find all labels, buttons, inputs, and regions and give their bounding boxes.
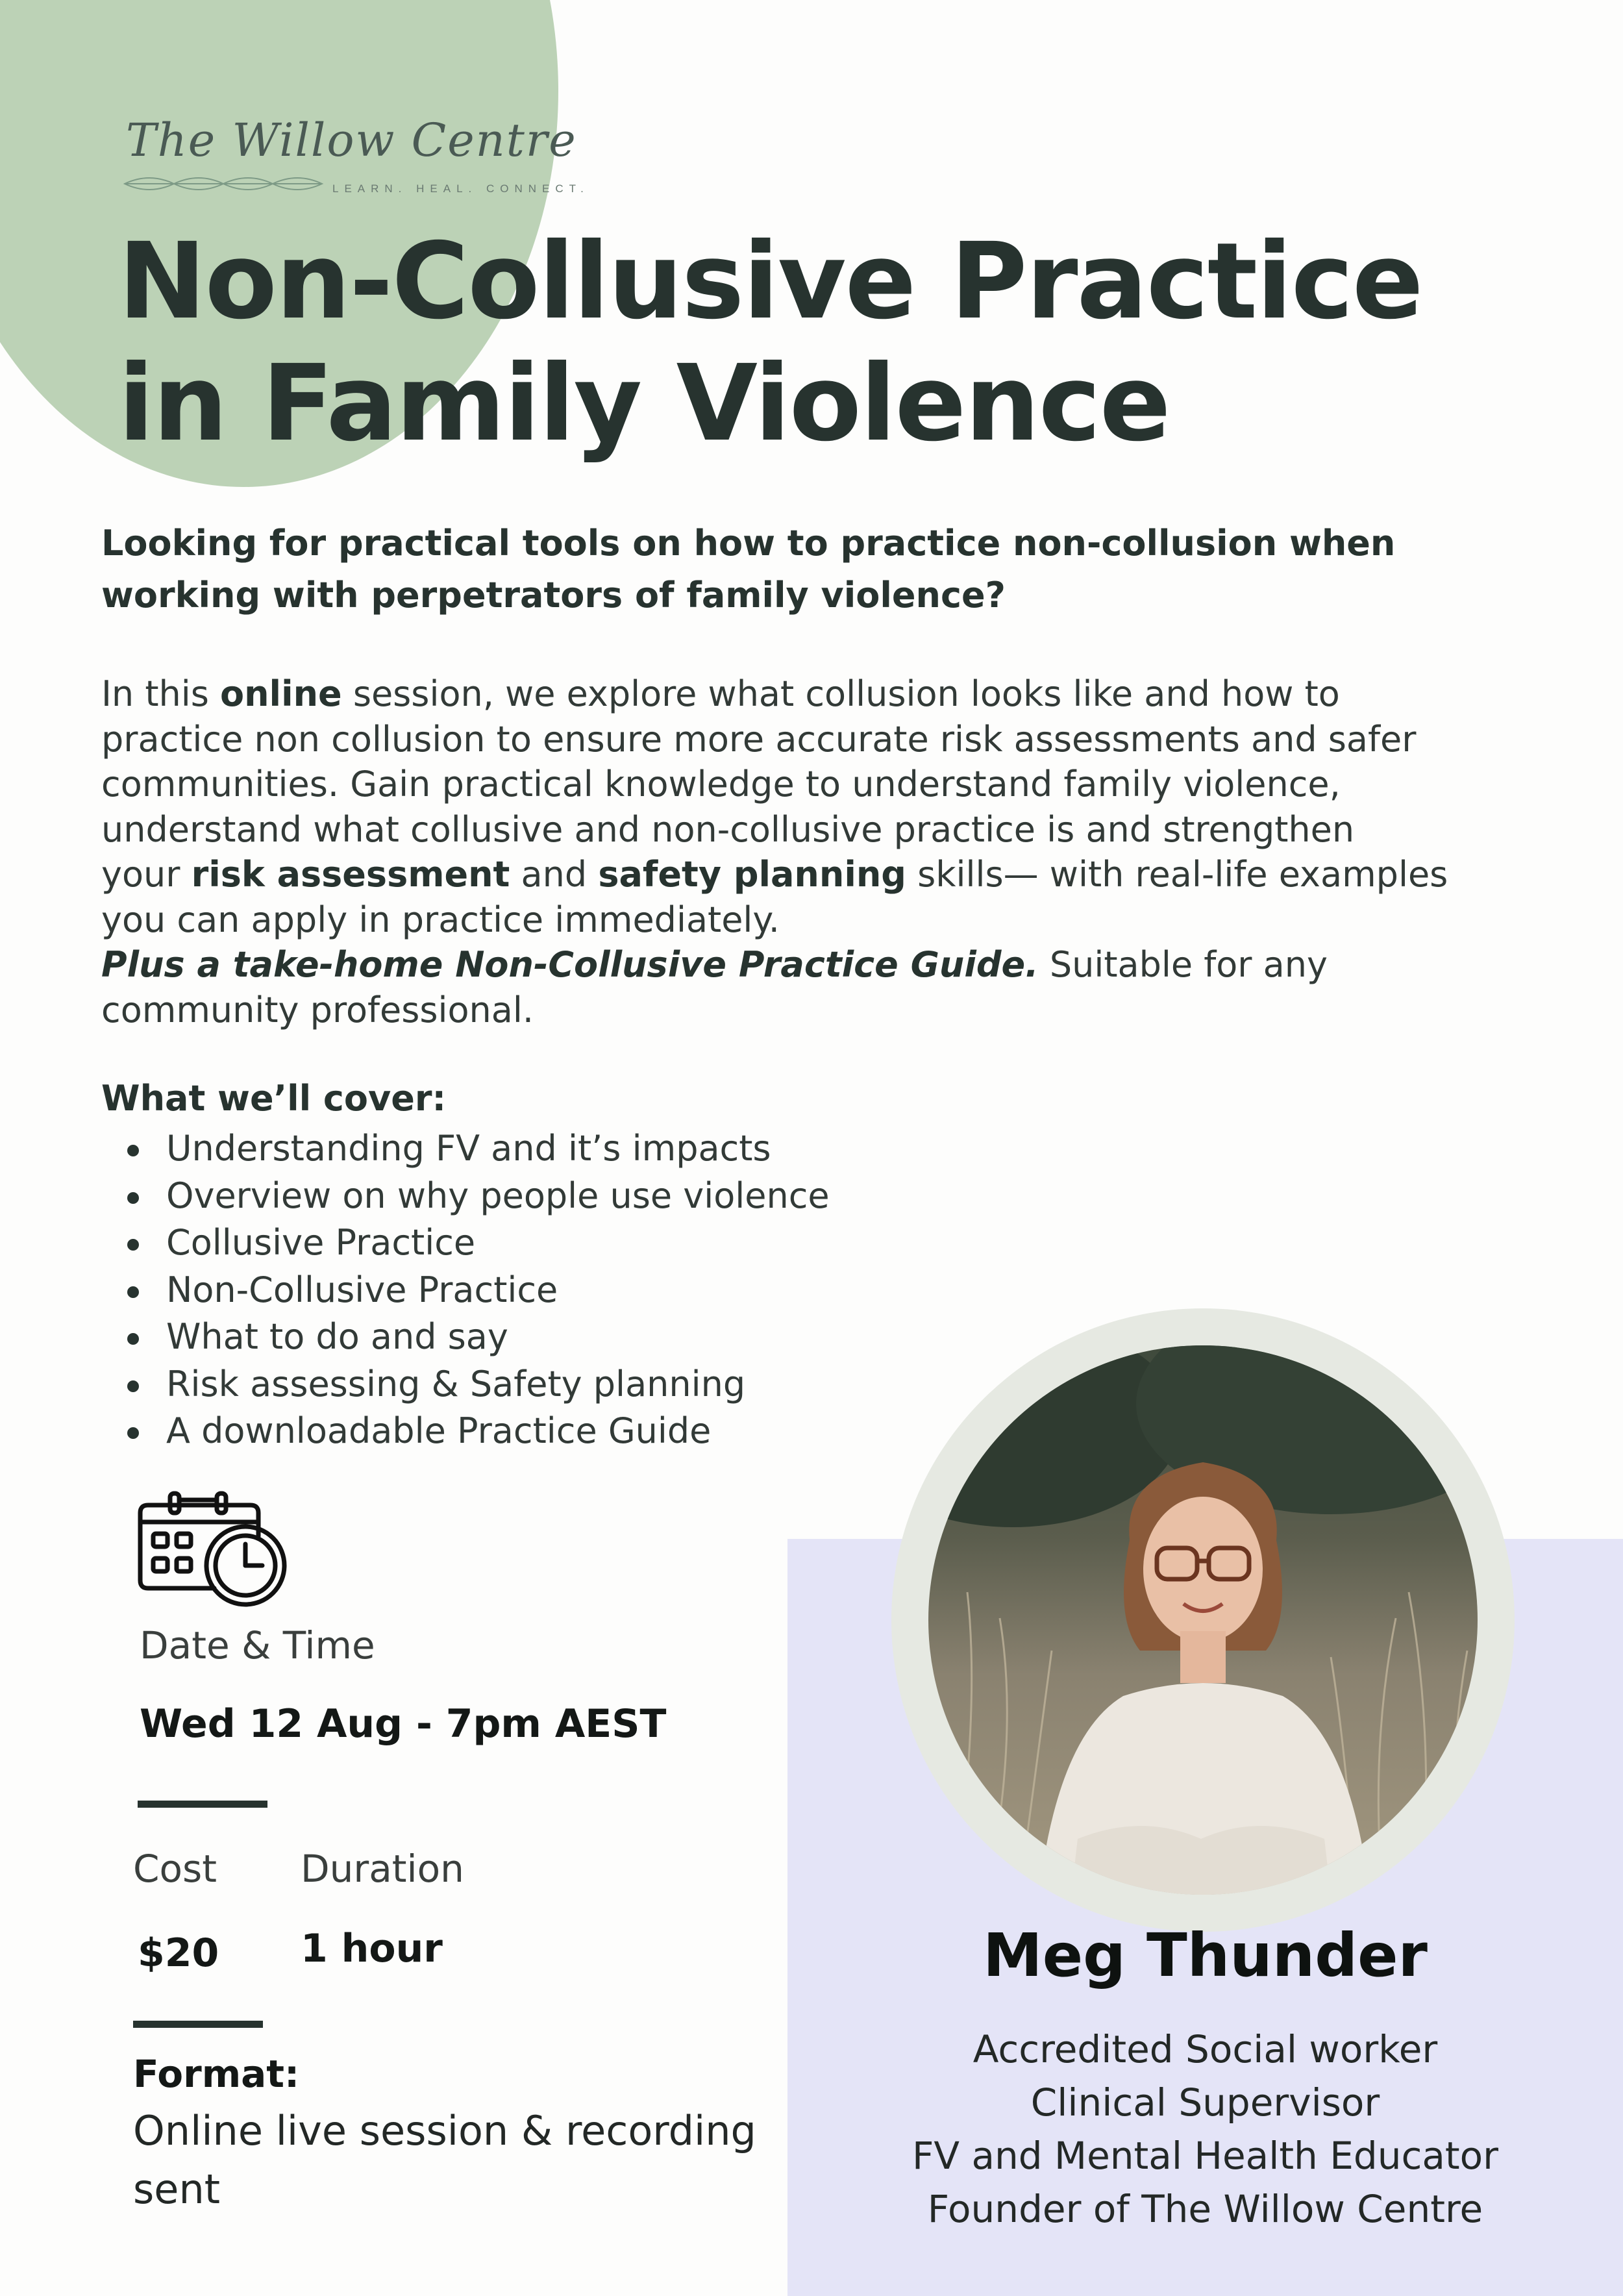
- presenter-name: Meg Thunder: [983, 1921, 1428, 1990]
- cost-label: Cost: [133, 1847, 217, 1891]
- description-line: understand what collusive and non-collusive practice is and strengthen: [101, 808, 1355, 850]
- description-line: Plus a take-home Non-Collusive Practice Guide. Suitable for any: [101, 944, 1328, 985]
- logo-tagline: LEARN. HEAL. CONNECT.: [332, 182, 589, 195]
- divider: [133, 2021, 263, 2028]
- leaf-vine-icon: [123, 171, 325, 197]
- format-value: Online live session & recording sent: [133, 2107, 756, 2213]
- list-item: Collusive Practice: [123, 1219, 830, 1267]
- calendar-clock-icon: [136, 1491, 290, 1608]
- list-item: What to do and say: [123, 1314, 830, 1361]
- credential-item: FV and Mental Health Educator: [912, 2134, 1498, 2178]
- credential-item: Accredited Social worker: [973, 2027, 1438, 2071]
- presenter-credentials: [787, 2023, 1623, 2236]
- lead-line-1: Looking for practical tools on how to practice non-collusion when: [101, 523, 1396, 564]
- date-label: Date & Time: [140, 1623, 375, 1667]
- description-line: community professional.: [101, 989, 534, 1030]
- willow-centre-logo: [123, 114, 589, 205]
- description-line: you can apply in practice immediately.: [101, 899, 780, 940]
- cover-heading: What we’ll cover:: [101, 1078, 447, 1119]
- description: [101, 671, 1562, 1032]
- description-line: practice non collusion to ensure more accurate risk assessments and safer: [101, 718, 1417, 760]
- cost-value: $20: [138, 1930, 219, 1976]
- list-item: A downloadable Practice Guide: [123, 1408, 830, 1455]
- duration-label: Duration: [301, 1847, 464, 1891]
- description-line: your risk assessment and safety planning skills— with real-life examples: [101, 854, 1448, 895]
- description-line: communities. Gain practical knowledge to understand family violence,: [101, 764, 1341, 805]
- list-item: Overview on why people use violence: [123, 1173, 830, 1220]
- description-line: In this online session, we explore what collusion looks like and how to: [101, 673, 1340, 714]
- credential-item: Clinical Supervisor: [1030, 2080, 1380, 2125]
- lead-line-2: working with perpetrators of family violence?: [101, 575, 1006, 616]
- format-label: Format:: [133, 2052, 300, 2096]
- date-value: Wed 12 Aug - 7pm AEST: [140, 1701, 667, 1747]
- page-title: [118, 221, 1422, 465]
- presenter-photo: [928, 1345, 1478, 1895]
- cover-list: [123, 1125, 830, 1455]
- list-item: Risk assessing & Safety planning: [123, 1361, 830, 1408]
- credential-item: Founder of The Willow Centre: [927, 2187, 1483, 2231]
- divider: [138, 1801, 267, 1808]
- lead-question: [101, 518, 1530, 621]
- title-line-1: Non-Collusive Practice: [118, 221, 1422, 343]
- logo-wordmark: The Willow Centre: [126, 114, 577, 167]
- list-item: Understanding FV and it’s impacts: [123, 1125, 830, 1173]
- title-line-2: in Family Violence: [118, 343, 1170, 465]
- duration-value: 1 hour: [301, 1926, 443, 1971]
- presenter-portrait-image: [928, 1345, 1478, 1895]
- list-item: Non-Collusive Practice: [123, 1267, 830, 1314]
